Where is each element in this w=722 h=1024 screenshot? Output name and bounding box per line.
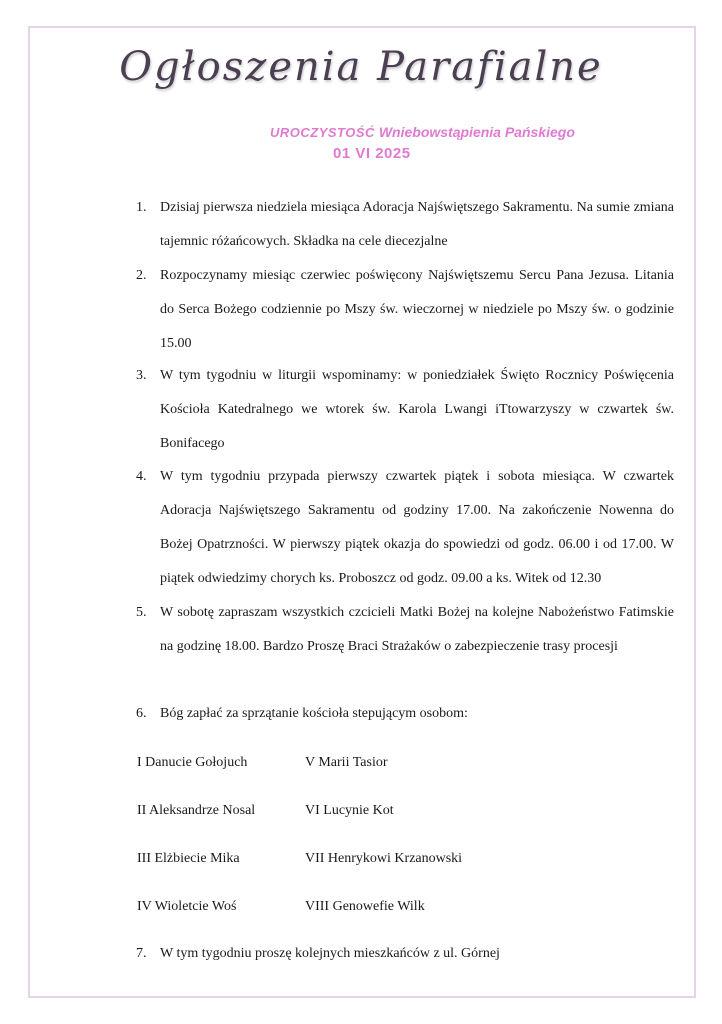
thanks-name: VII Henrykowi Krzanowski xyxy=(305,851,463,866)
item-number: 6. xyxy=(136,706,147,721)
item-text: Dzisiaj pierwsza niedziela miesiąca Adoracja Najświętszego Sakramentu. Na sumie zmiana tajemnic różańcowych. Składka na cele diecezjalne xyxy=(160,200,674,249)
feast-date: 01 VI 2025 xyxy=(333,145,411,162)
item-number: 3. xyxy=(136,368,147,383)
item-text: W sobotę zapraszam wszystkich czcicieli Matki Bożej na kolejne Nabożeństwo Fatimskie na godzinę 18.00. Bardzo Proszę Braci Strażaków o zabezpieczenie trasy procesji xyxy=(160,605,674,654)
item-text: W tym tygodniu proszę kolejnych mieszkańców z ul. Górnej xyxy=(160,946,500,961)
thanks-name: VI Lucynie Kot xyxy=(305,803,394,818)
item-number: 7. xyxy=(136,946,147,961)
thanks-name: II Aleksandrze Nosal xyxy=(137,803,256,818)
item-number: 1. xyxy=(136,200,147,215)
item-number: 5. xyxy=(136,605,147,620)
thanks-name: VIII Genowefie Wilk xyxy=(305,899,425,914)
feast-name: Wniebowstąpienia Pańskiego xyxy=(374,124,575,140)
announcement-item xyxy=(136,359,674,461)
thanks-name: IV Wioletcie Woś xyxy=(137,899,237,914)
thanks-name: V Marii Tasior xyxy=(305,755,388,770)
thanks-name: I Danucie Gołojuch xyxy=(137,755,248,770)
announcement-item xyxy=(136,191,674,259)
item-text: Bóg zapłać za sprzątanie kościoła stepującym osobom: xyxy=(160,706,468,721)
announcement-item xyxy=(136,460,674,596)
feast-subtitle xyxy=(270,124,575,140)
item-number: 2. xyxy=(136,268,147,283)
announcement-item xyxy=(136,937,674,971)
item-text: Rozpoczynamy miesiąc czerwiec poświęcony Najświętszemu Sercu Pana Jezusa. Litania do Serca Bożego codziennie po Mszy św. wieczornej w niedziele po Mszy św. o godzinie 15.00 xyxy=(160,268,674,351)
page-title: Ogłoszenia Parafialne xyxy=(119,44,603,90)
feast-prefix: UROCZYSTOŚĆ xyxy=(270,125,375,140)
announcement-item xyxy=(136,259,674,361)
announcement-item xyxy=(136,596,674,664)
item-text: W tym tygodniu w liturgii wspominamy: w poniedziałek Święto Rocznicy Poświęcenia Kościoła Katedralnego we wtorek św. Karola Lwangi iTtowarzyszy w czwartek św. Bonifacego xyxy=(160,368,674,451)
item-number: 4. xyxy=(136,469,147,484)
item-text: W tym tygodniu przypada pierwszy czwartek piątek i sobota miesiąca. W czwartek Adoracja Najświętszego Sakramentu od godziny 17.00. Na zakończenie Nowenna do Bożej Opatrzności. W pierwszy piątek okazja do spowiedzi od godz. 06.00 i od 17.00. W piątek odwiedzimy chorych ks. Proboszcz od godz. 09.00 a ks. Witek od 12.30 xyxy=(160,469,674,586)
thanks-name: III Elżbiecie Mika xyxy=(137,851,240,866)
announcement-item xyxy=(136,697,674,731)
